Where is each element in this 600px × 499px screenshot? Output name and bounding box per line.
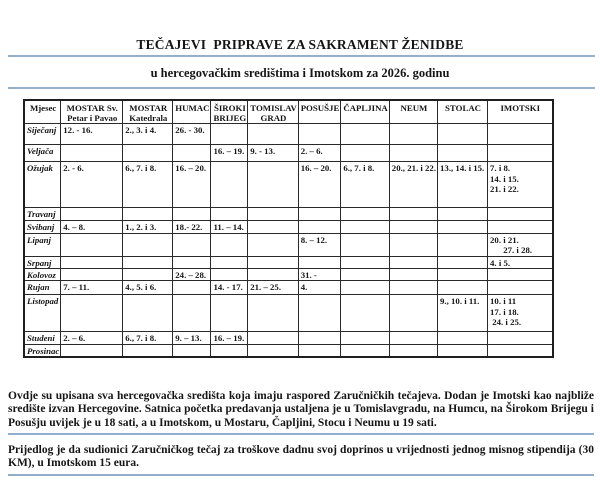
schedule-cell: [389, 256, 437, 268]
schedule-cell-value: 2. – 6.: [63, 333, 86, 344]
schedule-cell: [298, 268, 341, 280]
schedule-cell-value: 8. – 12.: [300, 234, 328, 245]
schedule-cell: [341, 256, 389, 268]
schedule-cell: [173, 295, 211, 332]
schedule-cell: [173, 208, 211, 220]
month-cell: [24, 281, 61, 295]
schedule-cell: [341, 295, 389, 332]
schedule-cell: [341, 220, 389, 233]
schedule-table: [23, 99, 554, 358]
schedule-cell: [123, 233, 173, 256]
schedule-cell: [341, 332, 389, 344]
schedule-cell: [123, 256, 173, 268]
schedule-cell: [248, 233, 298, 256]
schedule-cell: [248, 124, 298, 145]
schedule-cell: [211, 332, 248, 344]
schedule-cell: [173, 220, 211, 233]
schedule-cell: [298, 124, 341, 145]
schedule-cell-value: 9. – 13.: [175, 333, 202, 344]
column-header-label: TOMISLAV GRAD: [250, 103, 297, 124]
schedule-cell: [488, 268, 553, 280]
month-label: Siječanj: [27, 125, 57, 136]
schedule-cell: [341, 268, 389, 280]
title-rule: [8, 55, 595, 57]
column-header: [341, 100, 389, 124]
schedule-cell: [61, 295, 123, 332]
schedule-cell: [123, 162, 173, 208]
schedule-cell: [248, 268, 298, 280]
schedule-cell: [61, 344, 123, 357]
schedule-cell: [438, 220, 488, 233]
month-label: Lipanj: [27, 234, 51, 245]
note-paragraph-2: Prijedlog je da sudionici Zaručničkog tečaj za troškove dadnu svoj doprinos u vrijednosti jednog misnog stipendija (30 KM), u Imotskom 15 eura.: [8, 444, 594, 476]
schedule-cell: [173, 281, 211, 295]
month-label: Veljača: [27, 146, 54, 157]
schedule-cell-line: 7. i 8.: [490, 163, 511, 174]
schedule-cell-value: 16. – 20.: [300, 163, 332, 174]
month-label: Kolovoz: [27, 269, 56, 280]
schedule-cell: [389, 332, 437, 344]
document-subtitle: u hercegovačkim središtima i Imotskom za 2026. godinu: [150, 66, 450, 80]
schedule-cell: [389, 208, 437, 220]
column-header: [248, 100, 298, 124]
schedule-cell: [211, 145, 248, 162]
schedule-cell: [61, 233, 123, 256]
schedule-cell: [211, 162, 248, 208]
schedule-cell-value: 9. - 13.: [250, 146, 276, 157]
schedule-cell: [248, 145, 298, 162]
schedule-cell-value: 6., 7. i 8.: [125, 163, 157, 174]
schedule-cell: [61, 281, 123, 295]
schedule-cell-value: 2. - 6.: [63, 163, 84, 174]
month-cell: [24, 162, 61, 208]
schedule-cell: [248, 295, 298, 332]
schedule-cell: [438, 208, 488, 220]
schedule-cell-value: 16. – 20.: [175, 163, 207, 174]
schedule-cell-value: 31. -: [300, 269, 317, 280]
schedule-cell: [211, 208, 248, 220]
column-header-label: MOSTAR Sv. Petar i Pavao: [66, 103, 118, 124]
schedule-cell-value: 1., 2. i 3.: [125, 221, 157, 232]
schedule-cell: [341, 208, 389, 220]
month-cell: [24, 332, 61, 344]
schedule-cell: [488, 124, 553, 145]
schedule-cell: [123, 145, 173, 162]
schedule-cell: [438, 145, 488, 162]
schedule-cell: [389, 233, 437, 256]
schedule-cell: [488, 145, 553, 162]
schedule-cell-line: 24. i 25.: [490, 317, 522, 328]
schedule-cell-value: 11. – 14.: [213, 221, 244, 232]
month-cell: [24, 295, 61, 332]
table-row: [24, 233, 553, 256]
schedule-cell-value: 4. – 8.: [63, 221, 86, 232]
schedule-cell: [389, 145, 437, 162]
month-cell: [24, 145, 61, 162]
table-row: [24, 332, 553, 344]
column-header: [389, 100, 437, 124]
schedule-cell: [173, 256, 211, 268]
schedule-cell: [248, 281, 298, 295]
schedule-cell: [341, 344, 389, 357]
schedule-cell: [248, 332, 298, 344]
document-title: TEČAJEVI PRIPRAVE ZA SAKRAMENT ŽENIDBE: [136, 37, 464, 52]
schedule-cell: [389, 344, 437, 357]
schedule-cell-value: 16. – 19.: [213, 333, 245, 344]
schedule-cell: [248, 220, 298, 233]
schedule-cell: [298, 162, 341, 208]
column-header: [24, 100, 61, 124]
schedule-cell: [123, 332, 173, 344]
schedule-cell: [123, 124, 173, 145]
schedule-cell: [438, 124, 488, 145]
schedule-cell: [298, 332, 341, 344]
table-row: [24, 256, 553, 268]
schedule-cell-value: 6., 7. i 8.: [343, 163, 375, 174]
schedule-cell-line: 10. i 11: [490, 296, 517, 307]
schedule-cell: [298, 220, 341, 233]
month-label: Ožujak: [27, 163, 53, 174]
schedule-cell: [438, 344, 488, 357]
schedule-cell-value: 18.- 22.: [175, 221, 203, 232]
schedule-cell: [341, 281, 389, 295]
schedule-cell: [61, 268, 123, 280]
month-cell: [24, 344, 61, 357]
schedule-cell-value: 14. - 17.: [213, 282, 243, 293]
schedule-cell: [389, 268, 437, 280]
schedule-cell-value: 7. – 11.: [63, 282, 90, 293]
schedule-cell: [438, 295, 488, 332]
schedule-cell: [341, 162, 389, 208]
month-label: Svibanj: [27, 221, 55, 232]
schedule-cell-value: 9., 10. i 11.: [440, 296, 480, 307]
schedule-cell: [438, 162, 488, 208]
schedule-cell: [389, 124, 437, 145]
schedule-cell-value: 4., 5. i 6.: [125, 282, 157, 293]
schedule-cell: [123, 268, 173, 280]
table-row: [24, 295, 553, 332]
month-label: Rujan: [27, 282, 50, 293]
schedule-cell: [389, 162, 437, 208]
schedule-cell-value: 2. – 6.: [300, 146, 323, 157]
schedule-cell: [298, 344, 341, 357]
schedule-cell-line: 14. i 15.: [490, 173, 519, 184]
schedule-cell: [211, 233, 248, 256]
schedule-cell-line: 21. i 22.: [490, 183, 519, 194]
schedule-cell: [438, 281, 488, 295]
table-row: [24, 208, 553, 220]
schedule-table-wrapper: [23, 99, 554, 358]
schedule-cell: [211, 295, 248, 332]
schedule-cell-value: 13., 14. i 15.: [440, 163, 485, 174]
month-label: Studeni: [27, 333, 55, 344]
column-header-label: ČAPLJINA: [343, 103, 388, 113]
schedule-cell-value: 2., 3. i 4.: [125, 125, 157, 136]
note-paragraph-1: Ovdje su upisana sva hercegovačka središta koja imaju raspored Zaručničkih tečajeva. Dodan je Imotski kao najbliže središte izvan Hercegovine. Satnica početka predavanja ustaljena je u Tomislavgradu, na Humcu, na Širokom Brijegu i Posušju uvijek je u 18 sati, a u Imotskom, u Mostaru, Čapljini, Stocu i Neumu u 19 sati.: [8, 390, 594, 435]
schedule-cell: [389, 220, 437, 233]
schedule-cell: [488, 344, 553, 357]
column-header-label: IMOTSKI: [500, 103, 541, 113]
schedule-cell: [488, 208, 553, 220]
schedule-cell-value: 21. – 25.: [250, 282, 282, 293]
table-row: [24, 145, 553, 162]
column-header-label: STOLAC: [445, 103, 482, 113]
schedule-cell: [211, 281, 248, 295]
schedule-cell-value: 26. - 30.: [175, 125, 205, 136]
schedule-cell: [211, 268, 248, 280]
schedule-cell: [211, 344, 248, 357]
schedule-cell: [173, 162, 211, 208]
schedule-cell: [173, 332, 211, 344]
month-cell: [24, 256, 61, 268]
schedule-cell-value: 4. i 5.: [490, 257, 511, 268]
schedule-cell: [298, 145, 341, 162]
schedule-cell: [488, 220, 553, 233]
column-header: [173, 100, 211, 124]
month-label: Srpanj: [27, 257, 52, 268]
schedule-cell: [173, 344, 211, 357]
column-header: [298, 100, 341, 124]
schedule-cell: [488, 332, 553, 344]
schedule-cell: [61, 332, 123, 344]
month-cell: [24, 220, 61, 233]
schedule-cell: [211, 124, 248, 145]
schedule-cell: [248, 256, 298, 268]
schedule-cell-value: 6., 7. i 8.: [125, 333, 157, 344]
schedule-cell-line: 17. i 18.: [490, 306, 519, 317]
schedule-cell: [61, 256, 123, 268]
table-row: [24, 268, 553, 280]
schedule-cell: [61, 145, 123, 162]
schedule-cell: [123, 208, 173, 220]
schedule-cell: [341, 233, 389, 256]
schedule-cell: [61, 124, 123, 145]
schedule-cell: [389, 281, 437, 295]
column-header-label: MOSTAR Katedrala: [129, 103, 168, 124]
column-header: [61, 100, 123, 124]
schedule-cell: [488, 233, 553, 256]
column-header-label: POSUŠJE: [300, 103, 340, 113]
schedule-cell: [341, 145, 389, 162]
schedule-cell: [488, 281, 553, 295]
column-header: [123, 100, 173, 124]
schedule-cell: [298, 295, 341, 332]
schedule-cell: [298, 233, 341, 256]
table-row: [24, 344, 553, 357]
schedule-cell: [389, 295, 437, 332]
schedule-cell: [438, 233, 488, 256]
schedule-cell: [61, 220, 123, 233]
schedule-cell: [488, 162, 553, 208]
subtitle-rule: [8, 87, 595, 89]
schedule-cell: [173, 268, 211, 280]
schedule-cell-value: 16. – 19.: [213, 146, 245, 157]
table-row: [24, 124, 553, 145]
schedule-cell: [61, 162, 123, 208]
schedule-cell: [173, 145, 211, 162]
column-header-label: ŠIROKI BRIJEG: [213, 103, 247, 124]
schedule-cell: [123, 295, 173, 332]
column-header: [438, 100, 488, 124]
month-label: Listopad: [27, 296, 59, 307]
schedule-cell: [173, 124, 211, 145]
column-header-label: Mjesec: [29, 103, 57, 113]
schedule-cell-line: 20. i 21.: [490, 234, 519, 245]
month-cell: [24, 208, 61, 220]
schedule-cell: [341, 124, 389, 145]
schedule-cell: [211, 220, 248, 233]
schedule-cell: [123, 220, 173, 233]
schedule-cell-value: 12. - 16.: [63, 125, 93, 136]
schedule-cell: [211, 256, 248, 268]
table-row: [24, 281, 553, 295]
column-header-label: NEUM: [400, 103, 428, 113]
column-header: [211, 100, 248, 124]
column-header: [488, 100, 553, 124]
table-row: [24, 162, 553, 208]
schedule-cell: [298, 256, 341, 268]
schedule-cell-value: 20., 21. i 22.: [391, 163, 437, 174]
schedule-cell: [298, 208, 341, 220]
schedule-cell: [438, 256, 488, 268]
schedule-cell: [298, 281, 341, 295]
schedule-cell: [248, 344, 298, 357]
column-header-label: HUMAC: [175, 103, 210, 113]
month-cell: [24, 268, 61, 280]
table-row: [24, 220, 553, 233]
schedule-cell-value: 4.: [300, 282, 308, 293]
schedule-cell: [248, 162, 298, 208]
schedule-cell: [438, 332, 488, 344]
schedule-cell: [123, 344, 173, 357]
month-label: Prosinac: [27, 345, 60, 356]
month-cell: [24, 233, 61, 256]
schedule-cell-line: 27. i 28.: [490, 244, 533, 255]
schedule-cell: [173, 233, 211, 256]
month-label: Travanj: [27, 209, 56, 220]
schedule-cell: [61, 208, 123, 220]
month-cell: [24, 124, 61, 145]
schedule-cell: [488, 256, 553, 268]
schedule-cell-value: 24. – 28.: [175, 269, 207, 280]
schedule-cell: [488, 295, 553, 332]
schedule-cell: [438, 268, 488, 280]
schedule-cell: [123, 281, 173, 295]
schedule-cell: [248, 208, 298, 220]
